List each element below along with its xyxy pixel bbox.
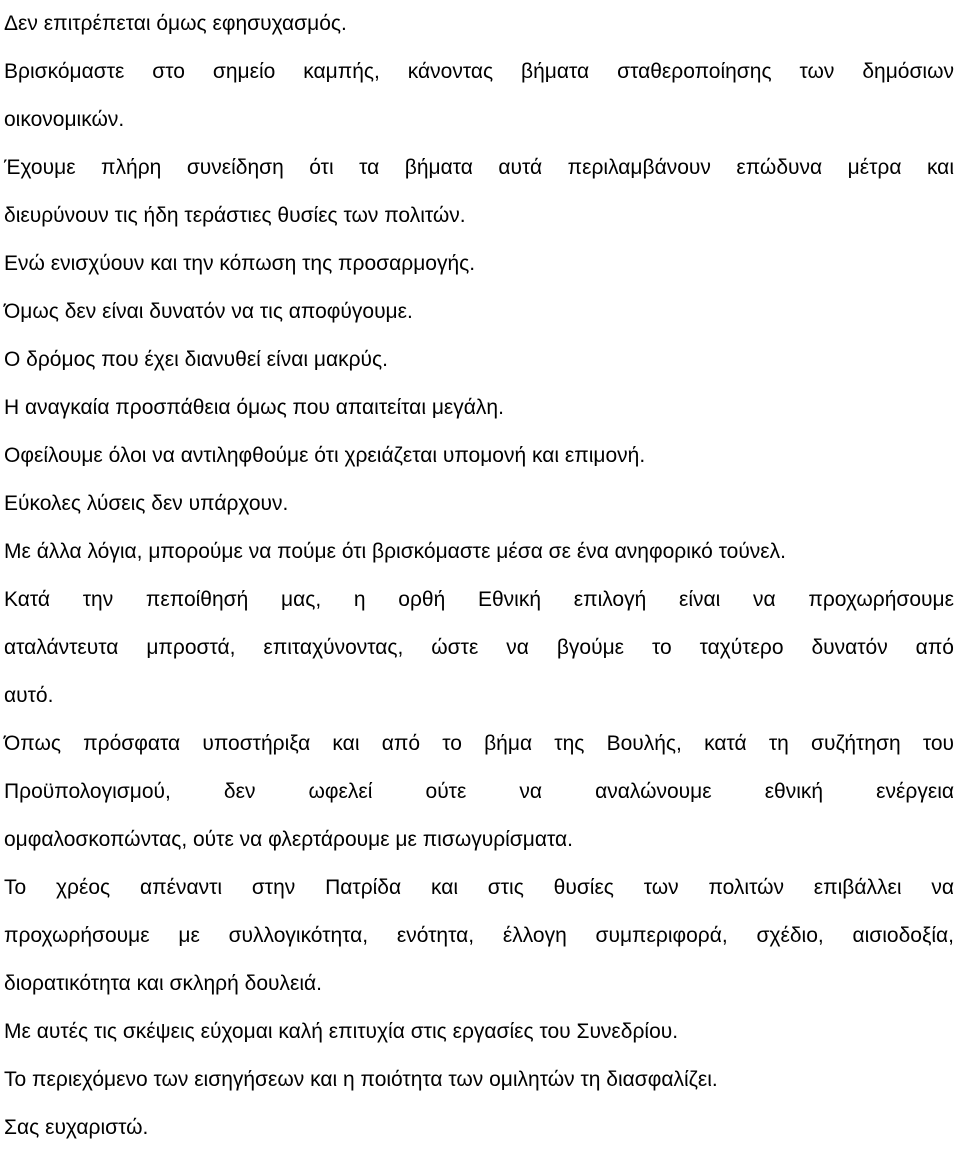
paragraph-15 [4,1056,954,1104]
text-line: Δεν επιτρέπεται όμως εφησυχασμός. [4,12,347,35]
text-line: Όμως δεν είναι δυνατόν να τις αποφύγουμε. [4,300,413,323]
text-line: Εύκολες λύσεις δεν υπάρχουν. [4,492,289,515]
paragraph-16 [4,1104,954,1152]
paragraph-7 [4,384,954,432]
text-line: αυτό. [4,684,54,707]
paragraph-14 [4,1008,954,1056]
text-line: Έχουμε πλήρη συνείδηση ότι τα βήματα αυτά περιλαμβάνουν επώδυνα μέτρα και [4,156,954,179]
text-line: αταλάντευτα μπροστά, επιταχύνοντας, ώστε να βγούμε το ταχύτερο δυνατόν από [4,636,954,659]
text-line: Το περιεχόμενο των εισηγήσεων και η ποιότητα των ομιλητών τη διασφαλίζει. [4,1068,718,1091]
document-body [4,0,954,1152]
paragraph-5 [4,288,954,336]
paragraph-13 [4,864,954,1008]
paragraph-12 [4,720,954,864]
text-line: Ενώ ενισχύουν και την κόπωση της προσαρμογής. [4,252,476,275]
text-line: διορατικότητα και σκληρή δουλειά. [4,972,322,995]
paragraph-10 [4,528,954,576]
text-line: ομφαλοσκοπώντας, ούτε να φλερτάρουμε με πισωγυρίσματα. [4,828,573,851]
paragraph-11 [4,576,954,720]
text-line: Το χρέος απέναντι στην Πατρίδα και στις θυσίες των πολιτών επιβάλλει να [4,876,954,899]
text-line: Με αυτές τις σκέψεις εύχομαι καλή επιτυχία στις εργασίες του Συνεδρίου. [4,1020,679,1043]
text-line: Βρισκόμαστε στο σημείο καμπής, κάνοντας βήματα σταθεροποίησης των δημόσιων [4,60,954,83]
paragraph-6 [4,336,954,384]
paragraph-1 [4,0,954,48]
text-line: οικονομικών. [4,108,125,131]
text-line: Η αναγκαία προσπάθεια όμως που απαιτείται μεγάλη. [4,396,504,419]
text-line: Με άλλα λόγια, μπορούμε να πούμε ότι βρισκόμαστε μέσα σε ένα ανηφορικό τούνελ. [4,540,787,563]
paragraph-3 [4,144,954,240]
paragraph-8 [4,432,954,480]
text-line: Κατά την πεποίθησή μας, η ορθή Εθνική επιλογή είναι να προχωρήσουμε [4,588,954,611]
paragraph-2 [4,48,954,144]
text-line: Όπως πρόσφατα υποστήριξα και από το βήμα της Βουλής, κατά τη συζήτηση του [4,732,954,755]
paragraph-4 [4,240,954,288]
text-line: Ο δρόμος που έχει διανυθεί είναι μακρύς. [4,348,388,371]
text-line: Σας ευχαριστώ. [4,1116,149,1139]
text-line: προχωρήσουμε με συλλογικότητα, ενότητα, έλλογη συμπεριφορά, σχέδιο, αισιοδοξία, [4,924,954,947]
paragraph-9 [4,480,954,528]
text-line: Προϋπολογισμού, δεν ωφελεί ούτε να αναλώνουμε εθνική ενέργεια [4,780,954,803]
text-line: Οφείλουμε όλοι να αντιληφθούμε ότι χρειάζεται υπομονή και επιμονή. [4,444,646,467]
text-line: διευρύνουν τις ήδη τεράστιες θυσίες των πολιτών. [4,204,466,227]
